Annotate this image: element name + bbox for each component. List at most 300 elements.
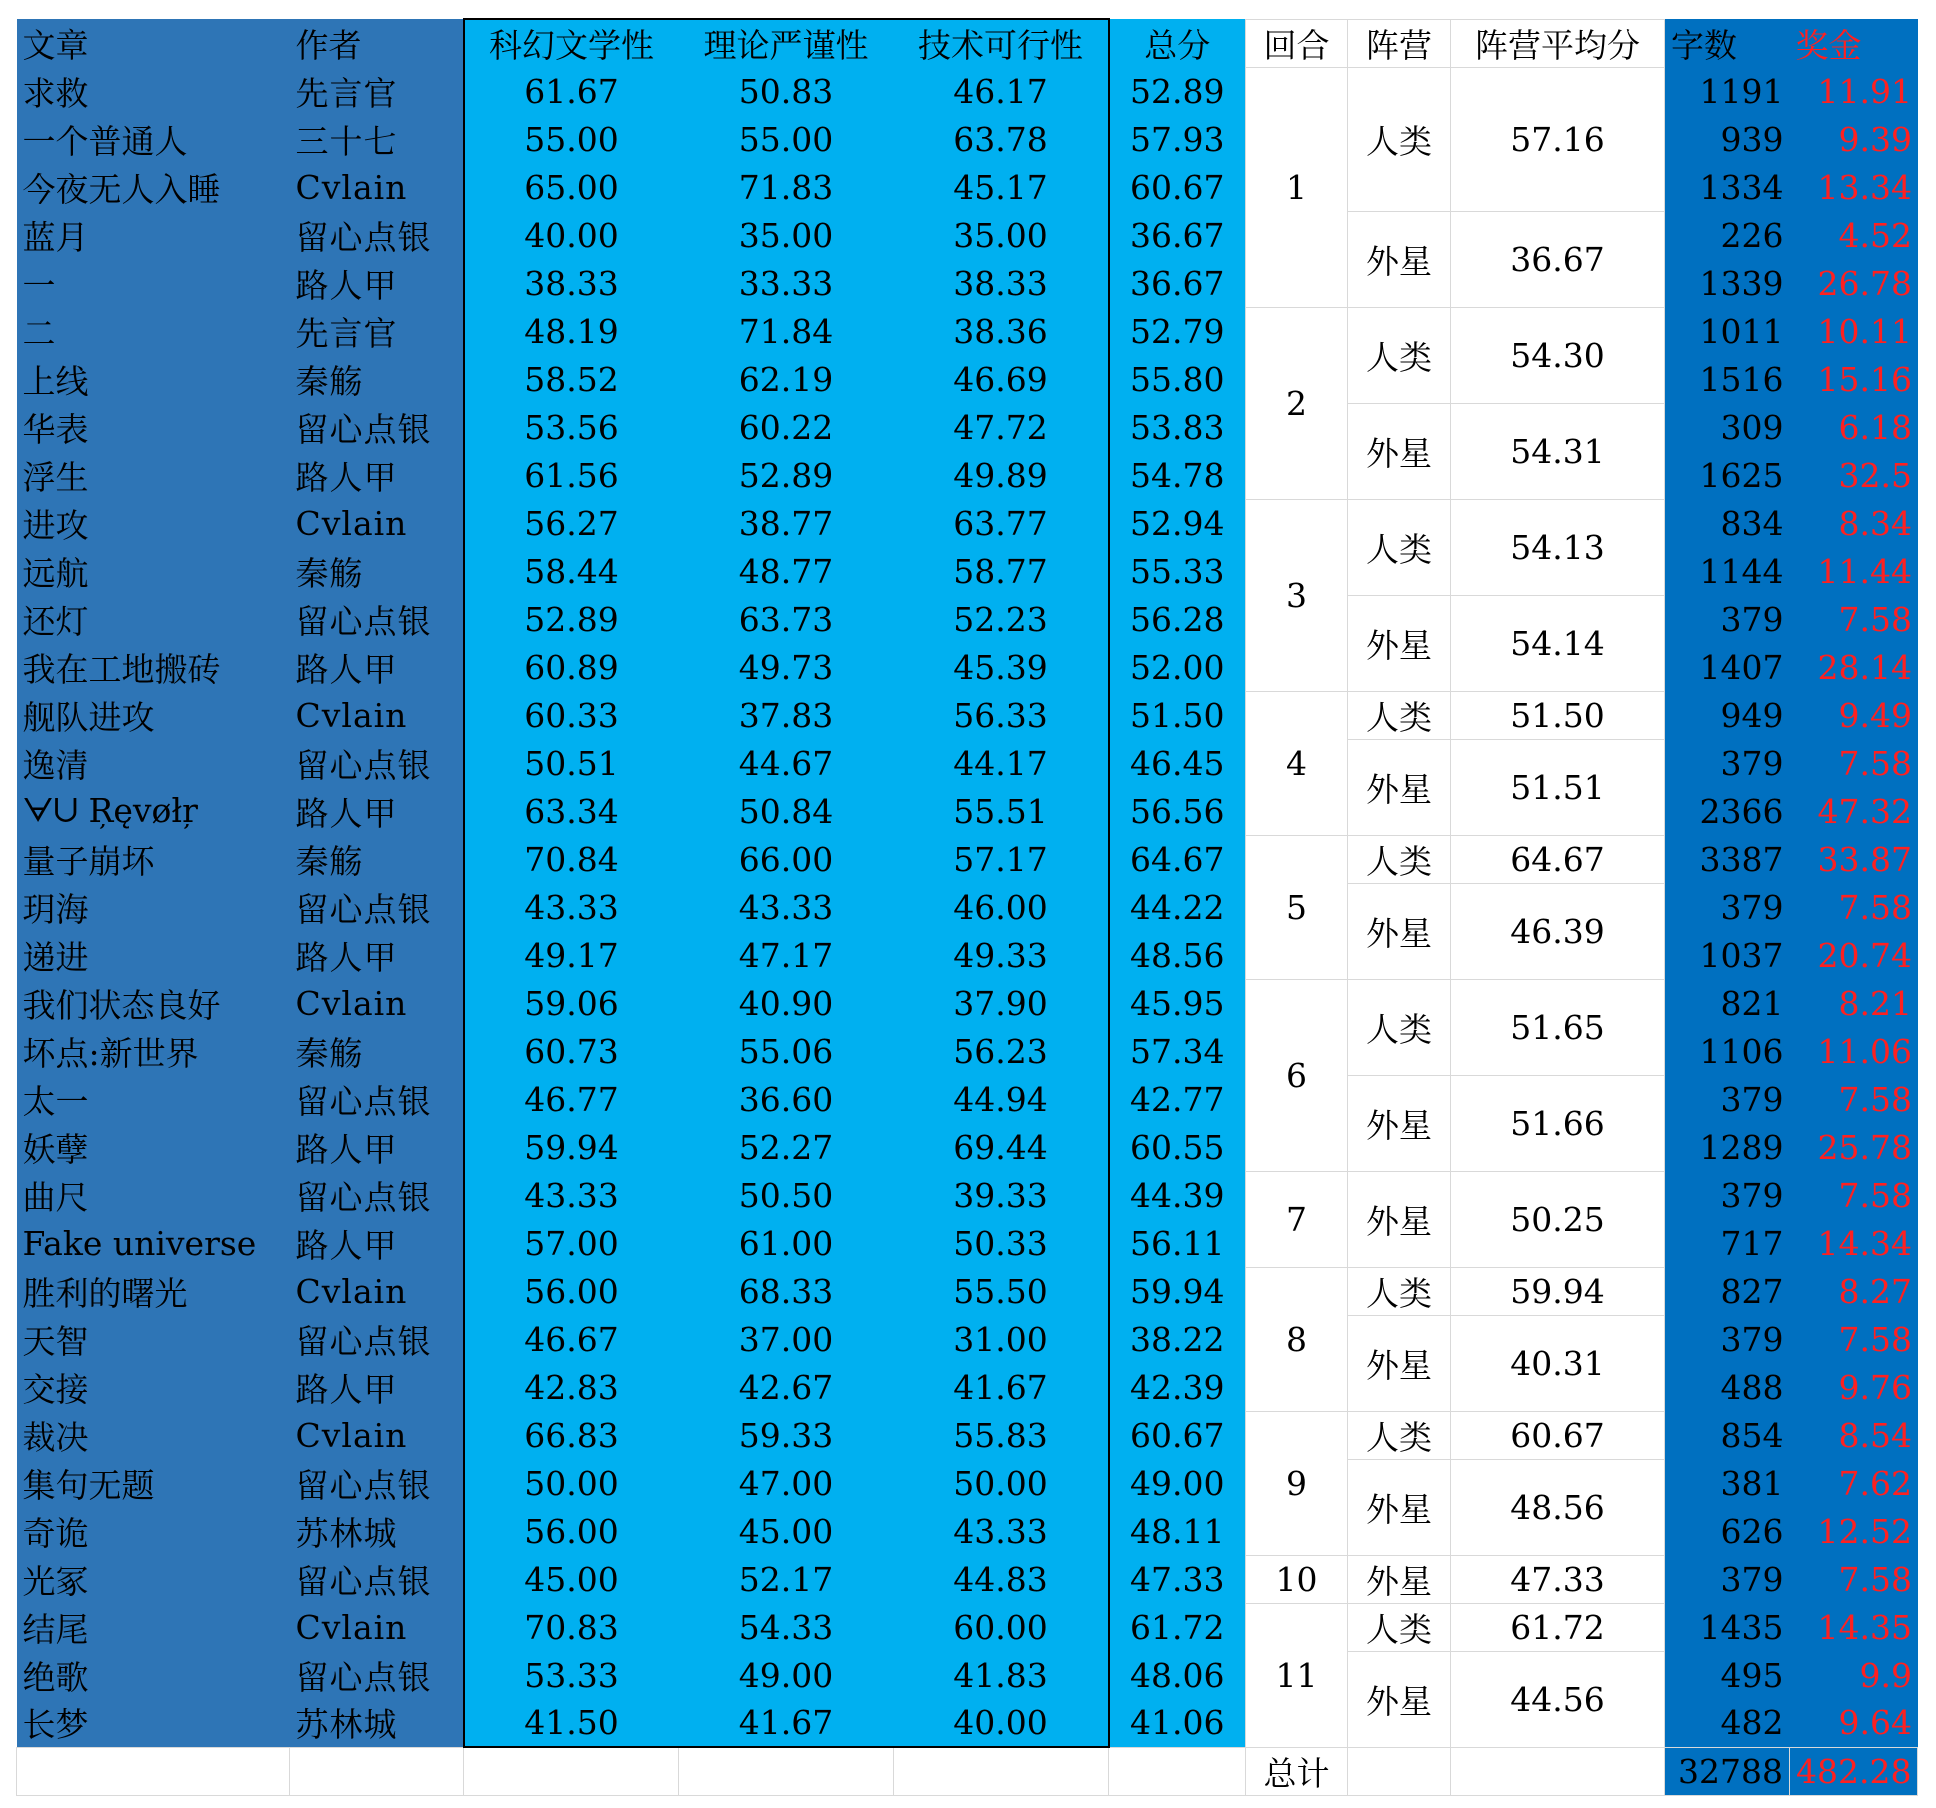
- total-score-cell[interactable]: 41.06: [1109, 1699, 1246, 1747]
- title-cell[interactable]: 量子崩坏: [17, 835, 290, 883]
- theory-score-cell[interactable]: 71.83: [679, 163, 894, 211]
- camp-cell[interactable]: 外星: [1348, 739, 1451, 835]
- tech-score-cell[interactable]: 35.00: [894, 211, 1109, 259]
- scifi-score-cell[interactable]: 38.33: [464, 259, 679, 307]
- theory-score-cell[interactable]: 49.00: [679, 1651, 894, 1699]
- camp-avg-cell[interactable]: 59.94: [1451, 1267, 1665, 1315]
- total-score-cell[interactable]: 54.78: [1109, 451, 1246, 499]
- word-count-cell[interactable]: 949: [1665, 691, 1790, 739]
- tech-score-cell[interactable]: 60.00: [894, 1603, 1109, 1651]
- round-cell[interactable]: 7: [1246, 1171, 1348, 1267]
- footer-cell-tech[interactable]: [894, 1747, 1109, 1795]
- word-count-cell[interactable]: 309: [1665, 403, 1790, 451]
- scifi-score-cell[interactable]: 46.67: [464, 1315, 679, 1363]
- title-cell[interactable]: 太一: [17, 1075, 290, 1123]
- header-prize[interactable]: 奖金: [1790, 19, 1918, 67]
- total-score-cell[interactable]: 38.22: [1109, 1315, 1246, 1363]
- round-cell[interactable]: 5: [1246, 835, 1348, 979]
- tech-score-cell[interactable]: 56.23: [894, 1027, 1109, 1075]
- total-score-cell[interactable]: 49.00: [1109, 1459, 1246, 1507]
- word-count-cell[interactable]: 1625: [1665, 451, 1790, 499]
- camp-avg-cell[interactable]: 44.56: [1451, 1651, 1665, 1747]
- footer-cell-title[interactable]: [17, 1747, 290, 1795]
- footer-cell-avg[interactable]: [1451, 1747, 1665, 1795]
- word-count-cell[interactable]: 1037: [1665, 931, 1790, 979]
- total-score-cell[interactable]: 48.56: [1109, 931, 1246, 979]
- scifi-score-cell[interactable]: 56.27: [464, 499, 679, 547]
- title-cell[interactable]: 远航: [17, 547, 290, 595]
- total-score-cell[interactable]: 64.67: [1109, 835, 1246, 883]
- total-score-cell[interactable]: 52.79: [1109, 307, 1246, 355]
- tech-score-cell[interactable]: 31.00: [894, 1315, 1109, 1363]
- camp-avg-cell[interactable]: 60.67: [1451, 1411, 1665, 1459]
- camp-avg-cell[interactable]: 50.25: [1451, 1171, 1665, 1267]
- theory-score-cell[interactable]: 71.84: [679, 307, 894, 355]
- scifi-score-cell[interactable]: 55.00: [464, 115, 679, 163]
- tech-score-cell[interactable]: 55.51: [894, 787, 1109, 835]
- title-cell[interactable]: 裁决: [17, 1411, 290, 1459]
- tech-score-cell[interactable]: 49.89: [894, 451, 1109, 499]
- total-score-cell[interactable]: 61.72: [1109, 1603, 1246, 1651]
- camp-avg-cell[interactable]: 48.56: [1451, 1459, 1665, 1555]
- author-cell[interactable]: 路人甲: [290, 451, 464, 499]
- scifi-score-cell[interactable]: 59.06: [464, 979, 679, 1027]
- word-count-cell[interactable]: 834: [1665, 499, 1790, 547]
- word-count-cell[interactable]: 379: [1665, 1075, 1790, 1123]
- camp-avg-cell[interactable]: 51.65: [1451, 979, 1665, 1075]
- tech-score-cell[interactable]: 52.23: [894, 595, 1109, 643]
- total-score-cell[interactable]: 60.67: [1109, 1411, 1246, 1459]
- author-cell[interactable]: 苏林城: [290, 1699, 464, 1747]
- prize-cell[interactable]: 33.87: [1790, 835, 1918, 883]
- word-count-cell[interactable]: 1106: [1665, 1027, 1790, 1075]
- total-score-cell[interactable]: 45.95: [1109, 979, 1246, 1027]
- tech-score-cell[interactable]: 46.69: [894, 355, 1109, 403]
- author-cell[interactable]: Cvlain: [290, 1603, 464, 1651]
- tech-score-cell[interactable]: 37.90: [894, 979, 1109, 1027]
- camp-cell[interactable]: 人类: [1348, 835, 1451, 883]
- camp-cell[interactable]: 外星: [1348, 883, 1451, 979]
- scifi-score-cell[interactable]: 58.44: [464, 547, 679, 595]
- word-count-cell[interactable]: 1435: [1665, 1603, 1790, 1651]
- camp-avg-cell[interactable]: 54.13: [1451, 499, 1665, 595]
- title-cell[interactable]: 蓝月: [17, 211, 290, 259]
- camp-avg-cell[interactable]: 36.67: [1451, 211, 1665, 307]
- tech-score-cell[interactable]: 46.17: [894, 67, 1109, 115]
- camp-avg-cell[interactable]: 54.30: [1451, 307, 1665, 403]
- camp-avg-cell[interactable]: 51.51: [1451, 739, 1665, 835]
- prize-cell[interactable]: 6.18: [1790, 403, 1918, 451]
- title-cell[interactable]: 长梦: [17, 1699, 290, 1747]
- word-count-cell[interactable]: 379: [1665, 595, 1790, 643]
- total-score-cell[interactable]: 55.33: [1109, 547, 1246, 595]
- word-count-cell[interactable]: 2366: [1665, 787, 1790, 835]
- theory-score-cell[interactable]: 47.00: [679, 1459, 894, 1507]
- total-score-cell[interactable]: 42.39: [1109, 1363, 1246, 1411]
- author-cell[interactable]: 路人甲: [290, 1363, 464, 1411]
- theory-score-cell[interactable]: 50.50: [679, 1171, 894, 1219]
- tech-score-cell[interactable]: 63.77: [894, 499, 1109, 547]
- scifi-score-cell[interactable]: 50.00: [464, 1459, 679, 1507]
- footer-total-label[interactable]: 总计: [1246, 1747, 1348, 1795]
- scifi-score-cell[interactable]: 60.73: [464, 1027, 679, 1075]
- tech-score-cell[interactable]: 55.83: [894, 1411, 1109, 1459]
- author-cell[interactable]: 路人甲: [290, 931, 464, 979]
- total-score-cell[interactable]: 56.28: [1109, 595, 1246, 643]
- author-cell[interactable]: 留心点银: [290, 1171, 464, 1219]
- prize-cell[interactable]: 20.74: [1790, 931, 1918, 979]
- word-count-cell[interactable]: 1011: [1665, 307, 1790, 355]
- scifi-score-cell[interactable]: 46.77: [464, 1075, 679, 1123]
- scifi-score-cell[interactable]: 57.00: [464, 1219, 679, 1267]
- title-cell[interactable]: 还灯: [17, 595, 290, 643]
- tech-score-cell[interactable]: 57.17: [894, 835, 1109, 883]
- title-cell[interactable]: 交接: [17, 1363, 290, 1411]
- total-score-cell[interactable]: 46.45: [1109, 739, 1246, 787]
- prize-cell[interactable]: 8.27: [1790, 1267, 1918, 1315]
- round-cell[interactable]: 10: [1246, 1555, 1348, 1603]
- title-cell[interactable]: 上线: [17, 355, 290, 403]
- camp-avg-cell[interactable]: 46.39: [1451, 883, 1665, 979]
- word-count-cell[interactable]: 827: [1665, 1267, 1790, 1315]
- title-cell[interactable]: 浮生: [17, 451, 290, 499]
- word-count-cell[interactable]: 1334: [1665, 163, 1790, 211]
- title-cell[interactable]: 舰队进攻: [17, 691, 290, 739]
- title-cell[interactable]: 绝歌: [17, 1651, 290, 1699]
- scifi-score-cell[interactable]: 41.50: [464, 1699, 679, 1747]
- theory-score-cell[interactable]: 54.33: [679, 1603, 894, 1651]
- theory-score-cell[interactable]: 63.73: [679, 595, 894, 643]
- camp-cell[interactable]: 人类: [1348, 67, 1451, 211]
- total-score-cell[interactable]: 57.93: [1109, 115, 1246, 163]
- footer-cell-theory[interactable]: [679, 1747, 894, 1795]
- theory-score-cell[interactable]: 61.00: [679, 1219, 894, 1267]
- author-cell[interactable]: 留心点银: [290, 1459, 464, 1507]
- camp-cell[interactable]: 人类: [1348, 499, 1451, 595]
- scifi-score-cell[interactable]: 56.00: [464, 1507, 679, 1555]
- camp-avg-cell[interactable]: 51.50: [1451, 691, 1665, 739]
- camp-cell[interactable]: 外星: [1348, 1555, 1451, 1603]
- camp-cell[interactable]: 人类: [1348, 1411, 1451, 1459]
- theory-score-cell[interactable]: 38.77: [679, 499, 894, 547]
- author-cell[interactable]: 留心点银: [290, 1555, 464, 1603]
- tech-score-cell[interactable]: 45.39: [894, 643, 1109, 691]
- total-score-cell[interactable]: 48.06: [1109, 1651, 1246, 1699]
- theory-score-cell[interactable]: 55.06: [679, 1027, 894, 1075]
- scifi-score-cell[interactable]: 40.00: [464, 211, 679, 259]
- prize-cell[interactable]: 7.58: [1790, 1171, 1918, 1219]
- total-score-cell[interactable]: 60.67: [1109, 163, 1246, 211]
- tech-score-cell[interactable]: 38.33: [894, 259, 1109, 307]
- prize-cell[interactable]: 8.21: [1790, 979, 1918, 1027]
- header-round[interactable]: 回合: [1246, 19, 1348, 67]
- word-count-cell[interactable]: 717: [1665, 1219, 1790, 1267]
- header-words[interactable]: 字数: [1665, 19, 1790, 67]
- prize-cell[interactable]: 7.58: [1790, 595, 1918, 643]
- camp-cell[interactable]: 人类: [1348, 1267, 1451, 1315]
- prize-cell[interactable]: 13.34: [1790, 163, 1918, 211]
- prize-cell[interactable]: 9.39: [1790, 115, 1918, 163]
- author-cell[interactable]: 路人甲: [290, 787, 464, 835]
- header-camp-avg[interactable]: 阵营平均分: [1451, 19, 1665, 67]
- prize-cell[interactable]: 7.62: [1790, 1459, 1918, 1507]
- theory-score-cell[interactable]: 41.67: [679, 1699, 894, 1747]
- theory-score-cell[interactable]: 62.19: [679, 355, 894, 403]
- theory-score-cell[interactable]: 42.67: [679, 1363, 894, 1411]
- author-cell[interactable]: 苏林城: [290, 1507, 464, 1555]
- camp-avg-cell[interactable]: 64.67: [1451, 835, 1665, 883]
- tech-score-cell[interactable]: 38.36: [894, 307, 1109, 355]
- prize-cell[interactable]: 7.58: [1790, 1075, 1918, 1123]
- scifi-score-cell[interactable]: 50.51: [464, 739, 679, 787]
- word-count-cell[interactable]: 1191: [1665, 67, 1790, 115]
- total-score-cell[interactable]: 36.67: [1109, 211, 1246, 259]
- prize-cell[interactable]: 26.78: [1790, 259, 1918, 307]
- prize-cell[interactable]: 4.52: [1790, 211, 1918, 259]
- total-score-cell[interactable]: 42.77: [1109, 1075, 1246, 1123]
- scifi-score-cell[interactable]: 53.33: [464, 1651, 679, 1699]
- author-cell[interactable]: 留心点银: [290, 739, 464, 787]
- camp-cell[interactable]: 外星: [1348, 1651, 1451, 1747]
- theory-score-cell[interactable]: 36.60: [679, 1075, 894, 1123]
- title-cell[interactable]: 天智: [17, 1315, 290, 1363]
- word-count-cell[interactable]: 1289: [1665, 1123, 1790, 1171]
- author-cell[interactable]: 秦觞: [290, 547, 464, 595]
- author-cell[interactable]: Cvlain: [290, 163, 464, 211]
- total-score-cell[interactable]: 52.00: [1109, 643, 1246, 691]
- prize-cell[interactable]: 14.34: [1790, 1219, 1918, 1267]
- scifi-score-cell[interactable]: 48.19: [464, 307, 679, 355]
- round-cell[interactable]: 4: [1246, 691, 1348, 835]
- prize-cell[interactable]: 14.35: [1790, 1603, 1918, 1651]
- author-cell[interactable]: 留心点银: [290, 595, 464, 643]
- camp-cell[interactable]: 外星: [1348, 403, 1451, 499]
- author-cell[interactable]: 先言官: [290, 67, 464, 115]
- author-cell[interactable]: 路人甲: [290, 259, 464, 307]
- round-cell[interactable]: 8: [1246, 1267, 1348, 1411]
- tech-score-cell[interactable]: 69.44: [894, 1123, 1109, 1171]
- title-cell[interactable]: Fake universe: [17, 1219, 290, 1267]
- tech-score-cell[interactable]: 40.00: [894, 1699, 1109, 1747]
- theory-score-cell[interactable]: 37.00: [679, 1315, 894, 1363]
- word-count-cell[interactable]: 381: [1665, 1459, 1790, 1507]
- author-cell[interactable]: 先言官: [290, 307, 464, 355]
- tech-score-cell[interactable]: 47.72: [894, 403, 1109, 451]
- footer-words-total[interactable]: 32788: [1665, 1747, 1790, 1795]
- author-cell[interactable]: 留心点银: [290, 883, 464, 931]
- tech-score-cell[interactable]: 45.17: [894, 163, 1109, 211]
- camp-avg-cell[interactable]: 57.16: [1451, 67, 1665, 211]
- author-cell[interactable]: 留心点银: [290, 403, 464, 451]
- camp-cell[interactable]: 外星: [1348, 1459, 1451, 1555]
- word-count-cell[interactable]: 379: [1665, 739, 1790, 787]
- footer-cell-camp[interactable]: [1348, 1747, 1451, 1795]
- prize-cell[interactable]: 7.58: [1790, 883, 1918, 931]
- word-count-cell[interactable]: 379: [1665, 883, 1790, 931]
- theory-score-cell[interactable]: 59.33: [679, 1411, 894, 1459]
- word-count-cell[interactable]: 226: [1665, 211, 1790, 259]
- title-cell[interactable]: 光冢: [17, 1555, 290, 1603]
- theory-score-cell[interactable]: 44.67: [679, 739, 894, 787]
- theory-score-cell[interactable]: 52.27: [679, 1123, 894, 1171]
- total-score-cell[interactable]: 52.89: [1109, 67, 1246, 115]
- scifi-score-cell[interactable]: 49.17: [464, 931, 679, 979]
- prize-cell[interactable]: 7.58: [1790, 1315, 1918, 1363]
- title-cell[interactable]: ᗄᑌ Ŗęvøłŗ: [17, 787, 290, 835]
- camp-cell[interactable]: 人类: [1348, 979, 1451, 1075]
- camp-avg-cell[interactable]: 61.72: [1451, 1603, 1665, 1651]
- prize-cell[interactable]: 9.49: [1790, 691, 1918, 739]
- theory-score-cell[interactable]: 37.83: [679, 691, 894, 739]
- header-scifi[interactable]: 科幻文学性: [464, 19, 679, 67]
- tech-score-cell[interactable]: 44.83: [894, 1555, 1109, 1603]
- theory-score-cell[interactable]: 50.83: [679, 67, 894, 115]
- author-cell[interactable]: Cvlain: [290, 1411, 464, 1459]
- scifi-score-cell[interactable]: 59.94: [464, 1123, 679, 1171]
- theory-score-cell[interactable]: 48.77: [679, 547, 894, 595]
- word-count-cell[interactable]: 939: [1665, 115, 1790, 163]
- theory-score-cell[interactable]: 50.84: [679, 787, 894, 835]
- theory-score-cell[interactable]: 52.89: [679, 451, 894, 499]
- title-cell[interactable]: 递进: [17, 931, 290, 979]
- header-theory[interactable]: 理论严谨性: [679, 19, 894, 67]
- prize-cell[interactable]: 9.9: [1790, 1651, 1918, 1699]
- camp-cell[interactable]: 人类: [1348, 1603, 1451, 1651]
- author-cell[interactable]: Cvlain: [290, 499, 464, 547]
- title-cell[interactable]: 胜利的曙光: [17, 1267, 290, 1315]
- tech-score-cell[interactable]: 41.67: [894, 1363, 1109, 1411]
- theory-score-cell[interactable]: 35.00: [679, 211, 894, 259]
- camp-cell[interactable]: 外星: [1348, 1171, 1451, 1267]
- total-score-cell[interactable]: 44.39: [1109, 1171, 1246, 1219]
- total-score-cell[interactable]: 51.50: [1109, 691, 1246, 739]
- author-cell[interactable]: 三十七: [290, 115, 464, 163]
- total-score-cell[interactable]: 44.22: [1109, 883, 1246, 931]
- tech-score-cell[interactable]: 50.33: [894, 1219, 1109, 1267]
- total-score-cell[interactable]: 48.11: [1109, 1507, 1246, 1555]
- round-cell[interactable]: 9: [1246, 1411, 1348, 1555]
- scifi-score-cell[interactable]: 65.00: [464, 163, 679, 211]
- title-cell[interactable]: 今夜无人入睡: [17, 163, 290, 211]
- total-score-cell[interactable]: 57.34: [1109, 1027, 1246, 1075]
- title-cell[interactable]: 坏点:新世界: [17, 1027, 290, 1075]
- prize-cell[interactable]: 32.5: [1790, 451, 1918, 499]
- header-total[interactable]: 总分: [1109, 19, 1246, 67]
- title-cell[interactable]: 一: [17, 259, 290, 307]
- tech-score-cell[interactable]: 49.33: [894, 931, 1109, 979]
- total-score-cell[interactable]: 59.94: [1109, 1267, 1246, 1315]
- word-count-cell[interactable]: 379: [1665, 1171, 1790, 1219]
- prize-cell[interactable]: 47.32: [1790, 787, 1918, 835]
- camp-cell[interactable]: 外星: [1348, 1315, 1451, 1411]
- word-count-cell[interactable]: 1339: [1665, 259, 1790, 307]
- total-score-cell[interactable]: 55.80: [1109, 355, 1246, 403]
- author-cell[interactable]: 路人甲: [290, 643, 464, 691]
- prize-cell[interactable]: 8.54: [1790, 1411, 1918, 1459]
- total-score-cell[interactable]: 56.11: [1109, 1219, 1246, 1267]
- tech-score-cell[interactable]: 41.83: [894, 1651, 1109, 1699]
- header-title[interactable]: 文章: [17, 19, 290, 67]
- word-count-cell[interactable]: 626: [1665, 1507, 1790, 1555]
- author-cell[interactable]: 秦觞: [290, 1027, 464, 1075]
- theory-score-cell[interactable]: 47.17: [679, 931, 894, 979]
- round-cell[interactable]: 3: [1246, 499, 1348, 691]
- title-cell[interactable]: 曲尺: [17, 1171, 290, 1219]
- tech-score-cell[interactable]: 50.00: [894, 1459, 1109, 1507]
- prize-cell[interactable]: 15.16: [1790, 355, 1918, 403]
- prize-cell[interactable]: 9.64: [1790, 1699, 1918, 1747]
- camp-cell[interactable]: 人类: [1348, 307, 1451, 403]
- tech-score-cell[interactable]: 39.33: [894, 1171, 1109, 1219]
- author-cell[interactable]: 留心点银: [290, 1651, 464, 1699]
- author-cell[interactable]: 路人甲: [290, 1123, 464, 1171]
- scifi-score-cell[interactable]: 66.83: [464, 1411, 679, 1459]
- author-cell[interactable]: 秦觞: [290, 355, 464, 403]
- tech-score-cell[interactable]: 43.33: [894, 1507, 1109, 1555]
- round-cell[interactable]: 6: [1246, 979, 1348, 1171]
- scifi-score-cell[interactable]: 61.56: [464, 451, 679, 499]
- theory-score-cell[interactable]: 60.22: [679, 403, 894, 451]
- camp-avg-cell[interactable]: 47.33: [1451, 1555, 1665, 1603]
- title-cell[interactable]: 二: [17, 307, 290, 355]
- word-count-cell[interactable]: 495: [1665, 1651, 1790, 1699]
- title-cell[interactable]: 奇诡: [17, 1507, 290, 1555]
- scifi-score-cell[interactable]: 53.56: [464, 403, 679, 451]
- word-count-cell[interactable]: 1144: [1665, 547, 1790, 595]
- title-cell[interactable]: 逸清: [17, 739, 290, 787]
- prize-cell[interactable]: 8.34: [1790, 499, 1918, 547]
- prize-cell[interactable]: 9.76: [1790, 1363, 1918, 1411]
- author-cell[interactable]: Cvlain: [290, 1267, 464, 1315]
- theory-score-cell[interactable]: 43.33: [679, 883, 894, 931]
- scifi-score-cell[interactable]: 45.00: [464, 1555, 679, 1603]
- camp-cell[interactable]: 人类: [1348, 691, 1451, 739]
- theory-score-cell[interactable]: 45.00: [679, 1507, 894, 1555]
- scifi-score-cell[interactable]: 43.33: [464, 1171, 679, 1219]
- word-count-cell[interactable]: 379: [1665, 1315, 1790, 1363]
- author-cell[interactable]: 留心点银: [290, 211, 464, 259]
- theory-score-cell[interactable]: 52.17: [679, 1555, 894, 1603]
- scifi-score-cell[interactable]: 70.83: [464, 1603, 679, 1651]
- author-cell[interactable]: 留心点银: [290, 1075, 464, 1123]
- title-cell[interactable]: 一个普通人: [17, 115, 290, 163]
- total-score-cell[interactable]: 47.33: [1109, 1555, 1246, 1603]
- prize-cell[interactable]: 12.52: [1790, 1507, 1918, 1555]
- word-count-cell[interactable]: 854: [1665, 1411, 1790, 1459]
- theory-score-cell[interactable]: 49.73: [679, 643, 894, 691]
- prize-cell[interactable]: 11.91: [1790, 67, 1918, 115]
- title-cell[interactable]: 集句无题: [17, 1459, 290, 1507]
- scifi-score-cell[interactable]: 52.89: [464, 595, 679, 643]
- total-score-cell[interactable]: 53.83: [1109, 403, 1246, 451]
- header-camp[interactable]: 阵营: [1348, 19, 1451, 67]
- title-cell[interactable]: 结尾: [17, 1603, 290, 1651]
- camp-cell[interactable]: 外星: [1348, 1075, 1451, 1171]
- word-count-cell[interactable]: 821: [1665, 979, 1790, 1027]
- theory-score-cell[interactable]: 33.33: [679, 259, 894, 307]
- footer-cell-scifi[interactable]: [464, 1747, 679, 1795]
- prize-cell[interactable]: 28.14: [1790, 643, 1918, 691]
- camp-avg-cell[interactable]: 54.14: [1451, 595, 1665, 691]
- round-cell[interactable]: 1: [1246, 67, 1348, 307]
- scifi-score-cell[interactable]: 42.83: [464, 1363, 679, 1411]
- footer-cell-total[interactable]: [1109, 1747, 1246, 1795]
- theory-score-cell[interactable]: 68.33: [679, 1267, 894, 1315]
- total-score-cell[interactable]: 52.94: [1109, 499, 1246, 547]
- word-count-cell[interactable]: 1407: [1665, 643, 1790, 691]
- scifi-score-cell[interactable]: 43.33: [464, 883, 679, 931]
- total-score-cell[interactable]: 36.67: [1109, 259, 1246, 307]
